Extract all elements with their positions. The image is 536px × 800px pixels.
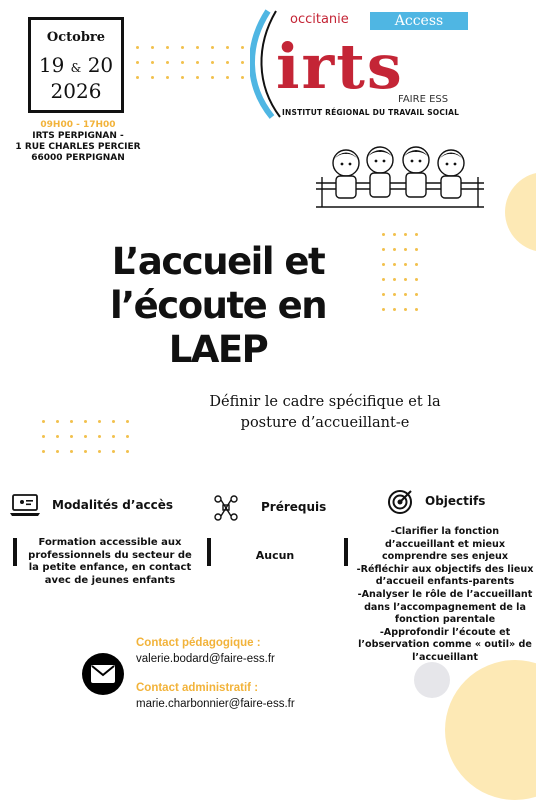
decorative-dot — [84, 420, 87, 423]
decorative-dot — [382, 293, 385, 296]
decorative-dot — [166, 76, 169, 79]
decorative-dot — [393, 308, 396, 311]
date-month: Octobre — [46, 30, 106, 45]
decorative-dot — [226, 46, 229, 49]
location-line2: 1 RUE CHARLES PERCIER — [15, 142, 141, 152]
decorative-dot — [415, 248, 418, 251]
decorative-dot — [84, 435, 87, 438]
subtitle — [180, 392, 470, 434]
objectifs-line: l’observation comme « outil» de — [358, 639, 532, 651]
title-line2: l’écoute en LAEP — [109, 284, 327, 371]
decorative-dot — [415, 308, 418, 311]
page-title — [58, 240, 378, 372]
decorative-dot — [151, 61, 154, 64]
objectifs-line: l’accueillant — [412, 651, 478, 663]
decorative-dot — [166, 61, 169, 64]
decorative-dot — [241, 61, 244, 64]
decorative-dot — [181, 46, 184, 49]
decorative-dot — [415, 293, 418, 296]
decorative-dot — [404, 278, 407, 281]
decorative-dot — [404, 263, 407, 266]
decorative-dot — [181, 61, 184, 64]
modalites-line: professionnels du secteur de — [28, 549, 192, 561]
decorative-circle-grey — [414, 662, 450, 698]
decorative-dot — [382, 263, 385, 266]
divider-right — [344, 538, 348, 566]
target-icon — [387, 489, 413, 515]
decorative-dot — [404, 308, 407, 311]
objectifs-line: -Clarifier la fonction — [390, 526, 500, 537]
date-days — [31, 53, 121, 77]
decorative-dot — [98, 435, 101, 438]
decorative-dot — [393, 263, 396, 266]
decorative-dot — [382, 233, 385, 236]
decorative-dot — [393, 293, 396, 296]
logo-name: irts — [276, 30, 404, 103]
date-box — [28, 17, 124, 113]
modalites-heading: Modalités d’accès — [52, 498, 174, 512]
location-line3: 66000 PERPIGNAN — [31, 153, 125, 163]
logo-faire-ess: FAIRE ESS — [398, 94, 449, 105]
event-time: 09H00 - 17H00 — [40, 120, 116, 130]
decorative-circle-bottom — [445, 660, 536, 800]
decorative-dot — [126, 450, 129, 453]
objectifs-line: -Réfléchir aux objectifs des lieux — [356, 563, 534, 575]
contact-badge — [82, 653, 124, 695]
decorative-dot — [415, 233, 418, 236]
laptop-icon — [10, 493, 40, 517]
decorative-dot — [151, 76, 154, 79]
decorative-dot — [211, 46, 214, 49]
decorative-dot — [404, 233, 407, 236]
children-illustration — [316, 143, 484, 209]
decorative-dot — [70, 420, 73, 423]
decorative-dot — [382, 248, 385, 251]
subtitle-line2: posture d’accueillant-e — [240, 415, 410, 431]
decorative-dot — [112, 450, 115, 453]
decorative-dot — [56, 420, 59, 423]
objectifs-line: fonction parentale — [394, 614, 496, 626]
decorative-dot — [136, 61, 139, 64]
decorative-dot — [136, 46, 139, 49]
date-year: 2026 — [50, 79, 102, 103]
decorative-dot — [126, 435, 129, 438]
objectifs-body — [355, 526, 535, 665]
date-ampersand: & — [70, 61, 82, 75]
contact-administratif-label: Contact administratif : — [136, 682, 259, 694]
decorative-dot — [166, 46, 169, 49]
logo-access: Access — [370, 12, 468, 30]
decorative-dot — [136, 76, 139, 79]
subtitle-line1: Définir le cadre spécifique et la — [209, 394, 441, 410]
dot-grid-right — [382, 233, 426, 311]
decorative-dot — [70, 435, 73, 438]
decorative-dot — [42, 435, 45, 438]
objectifs-line: -Analyser le rôle de l’accueillant — [357, 588, 533, 600]
decorative-dot — [112, 435, 115, 438]
decorative-dot — [181, 76, 184, 79]
decorative-dot — [196, 61, 199, 64]
prerequis-body — [245, 550, 305, 563]
decorative-dot — [151, 46, 154, 49]
event-info — [8, 120, 148, 164]
decorative-dot — [98, 450, 101, 453]
contact-pedagogique-label: Contact pédagogique : — [136, 637, 261, 649]
title-line1: L’accueil et — [111, 240, 325, 283]
objectifs-line: comprendre ses enjeux — [381, 551, 509, 563]
objectifs-line: d’accueil enfants-parents — [375, 576, 515, 588]
decorative-dot — [211, 76, 214, 79]
decorative-dot — [226, 61, 229, 64]
day-start: 19 — [38, 53, 65, 77]
modalites-line: avec de jeunes enfants — [44, 574, 176, 586]
decorative-circle-top — [505, 172, 536, 252]
network-people-icon — [210, 493, 242, 523]
modalites-line: la petite enfance, en contact — [28, 562, 192, 573]
decorative-dot — [393, 233, 396, 236]
decorative-dot — [404, 293, 407, 296]
logo-region: occitanie — [290, 12, 349, 27]
objectifs-line: dans l’accompagnement de la — [364, 601, 526, 613]
day-end: 20 — [87, 53, 114, 77]
decorative-dot — [42, 420, 45, 423]
decorative-dot — [241, 46, 244, 49]
decorative-dot — [393, 248, 396, 251]
decorative-dot — [84, 450, 87, 453]
divider-left-1 — [13, 538, 17, 566]
decorative-dot — [393, 278, 396, 281]
decorative-dot — [382, 308, 385, 311]
decorative-dot — [196, 46, 199, 49]
divider-left-2 — [207, 538, 211, 566]
dot-grid-left — [42, 420, 140, 453]
decorative-dot — [70, 450, 73, 453]
decorative-dot — [382, 278, 385, 281]
dot-grid-top — [136, 46, 256, 79]
location-line1: IRTS PERPIGNAN - — [32, 131, 124, 141]
decorative-dot — [98, 420, 101, 423]
decorative-dot — [112, 420, 115, 423]
prerequis-heading: Prérequis — [261, 500, 327, 514]
decorative-dot — [211, 61, 214, 64]
prerequis-line: Aucun — [255, 549, 295, 562]
modalites-body — [22, 537, 198, 587]
decorative-dot — [196, 76, 199, 79]
contact-administratif-email[interactable]: marie.charbonnier@faire-ess.fr — [136, 698, 295, 710]
decorative-dot — [56, 450, 59, 453]
envelope-icon — [91, 665, 115, 683]
modalites-line: Formation accessible aux — [38, 537, 182, 548]
objectifs-heading: Objectifs — [425, 494, 486, 508]
decorative-dot — [415, 278, 418, 281]
decorative-dot — [226, 76, 229, 79]
objectifs-line: d’accueillant et mieux — [384, 538, 506, 550]
logo-institut: INSTITUT RÉGIONAL DU TRAVAIL SOCIAL — [282, 108, 460, 117]
decorative-dot — [56, 435, 59, 438]
objectifs-line: -Approfondir l’écoute et — [379, 626, 511, 638]
decorative-dot — [241, 76, 244, 79]
contact-pedagogique-email[interactable]: valerie.bodard@faire-ess.fr — [136, 653, 275, 665]
decorative-dot — [126, 420, 129, 423]
decorative-dot — [415, 263, 418, 266]
decorative-dot — [42, 450, 45, 453]
decorative-dot — [404, 248, 407, 251]
